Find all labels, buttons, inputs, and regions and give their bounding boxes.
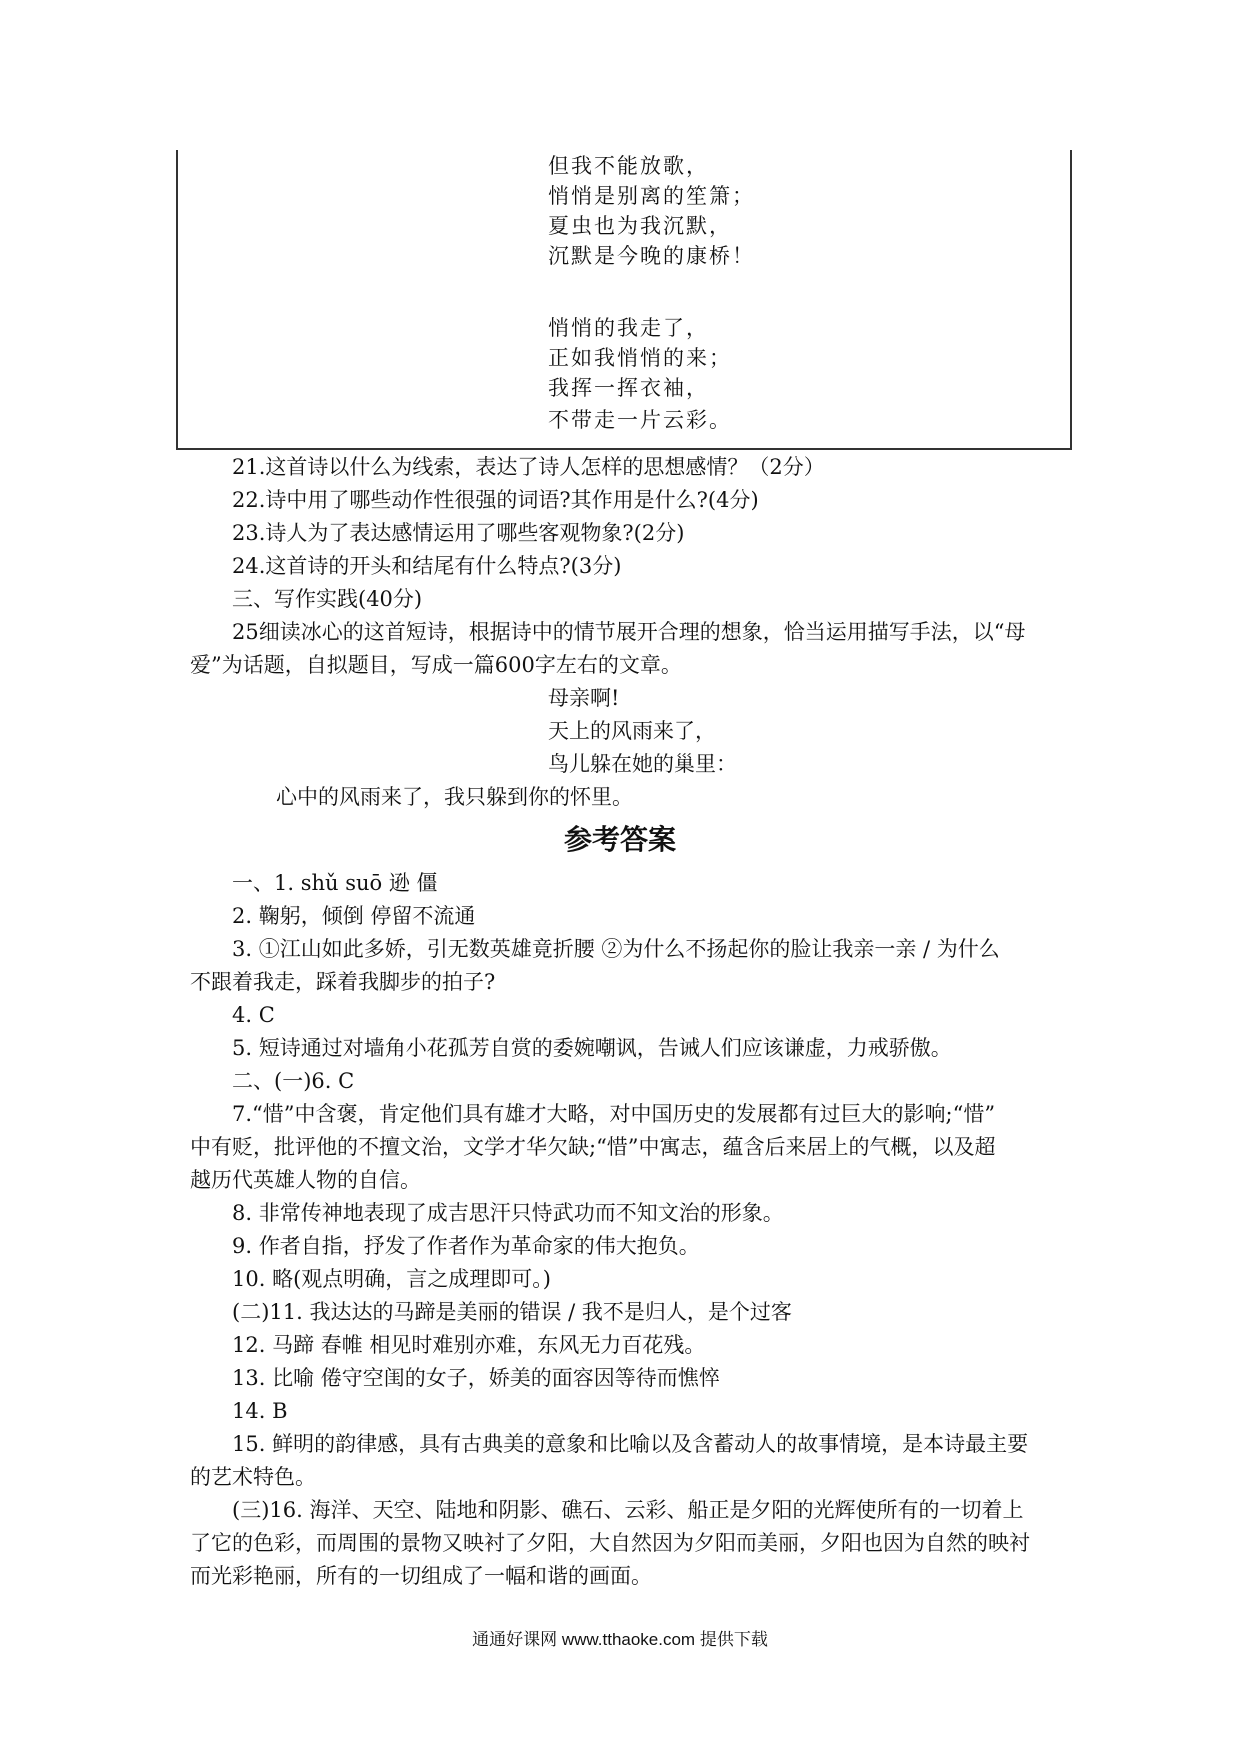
answer-13: 13. 比喻 倦守空闺的女子，娇美的面容因等待而憔悴 xyxy=(232,1366,720,1390)
answer-4: 4. C xyxy=(232,1003,275,1027)
short-poem-line: 心中的风雨来了，我只躲到你的怀里。 xyxy=(276,785,633,809)
short-poem-line: 天上的风雨来了， xyxy=(548,719,716,743)
answer-14: 14. B xyxy=(232,1399,288,1423)
answer-16-cont: 而光彩艳丽，所有的一切组成了一幅和谐的画面。 xyxy=(190,1564,652,1588)
question-23: 23.诗人为了表达感情运用了哪些客观物象?(2分) xyxy=(232,521,685,545)
question-22: 22.诗中用了哪些动作性很强的词语?其作用是什么?(4分) xyxy=(232,488,759,512)
poem-line: 悄悄的我走了， xyxy=(548,316,709,340)
answer-3: 3. ①江山如此多娇，引无数英雄竟折腰 ②为什么不扬起你的脸让我亲一亲 / 为什么 xyxy=(232,937,1000,961)
answer-5: 5. 短诗通过对墙角小花孤芳自赏的委婉嘲讽，告诫人们应该谦虚，力戒骄傲。 xyxy=(232,1036,952,1060)
poem-line: 我挥一挥衣袖， xyxy=(548,376,709,400)
poem-line: 正如我悄悄的来； xyxy=(548,346,732,370)
poem-line: 但我不能放歌， xyxy=(548,154,709,178)
answer-9: 9. 作者自指，抒发了作者作为革命家的伟大抱负。 xyxy=(232,1234,700,1258)
answer-16: (三)16. 海洋、天空、陆地和阴影、礁石、云彩、船正是夕阳的光辉使所有的一切着上 xyxy=(232,1498,1024,1522)
answer-7-cont: 越历代英雄人物的自信。 xyxy=(190,1168,421,1192)
answer-7: 7.“惜”中含褒，肯定他们具有雄才大略，对中国历史的发展都有过巨大的影响;“惜” xyxy=(232,1102,996,1126)
question-24: 24.这首诗的开头和结尾有什么特点?(3分) xyxy=(232,554,622,578)
answer-1: 一、1. shǔ suō 逊 僵 xyxy=(232,871,438,895)
answer-16-cont: 了它的色彩，而周围的景物又映衬了夕阳，大自然因为夕阳而美丽，夕阳也因为自然的映衬 xyxy=(190,1531,1030,1555)
writing-task: 25细读冰心的这首短诗，根据诗中的情节展开合理的想象，恰当运用描写手法，以“母 xyxy=(232,620,1026,644)
answer-6: 二、(一)6. C xyxy=(232,1069,355,1093)
answer-12: 12. 马蹄 春帷 相见时难别亦难，东风无力百花残。 xyxy=(232,1333,706,1357)
poem-line: 悄悄是别离的笙箫； xyxy=(548,184,755,208)
answer-10: 10. 略(观点明确，言之成理即可。) xyxy=(232,1267,551,1291)
poem-box xyxy=(176,150,1072,450)
question-21: 21.这首诗以什么为线索，表达了诗人怎样的思想感情？（2分） xyxy=(232,455,825,479)
poem-line: 沉默是今晚的康桥！ xyxy=(548,244,755,268)
answer-15-cont: 的艺术特色。 xyxy=(190,1465,316,1489)
answer-7-cont: 中有贬，批评他的不擅文治，文学才华欠缺;“惜”中寓志，蕴含后来居上的气概，以及超 xyxy=(190,1135,996,1159)
answer-15: 15. 鲜明的韵律感，具有古典美的意象和比喻以及含蓄动人的故事情境，是本诗最主要 xyxy=(232,1432,1029,1456)
writing-heading: 三、写作实践(40分) xyxy=(232,587,423,611)
writing-task: 爱”为话题，自拟题目，写成一篇600字左右的文章。 xyxy=(190,653,682,677)
short-poem-line: 鸟儿躲在她的巢里： xyxy=(548,752,737,776)
footer-credit: 通通好课网 www.tthaoke.com 提供下载 xyxy=(472,1630,768,1649)
answer-11: (二)11. 我达达的马蹄是美丽的错误 / 我不是归人，是个过客 xyxy=(232,1300,792,1324)
answer-2: 2. 鞠躬，倾倒 停留不流通 xyxy=(232,904,476,928)
poem-line: 夏虫也为我沉默， xyxy=(548,214,732,238)
answer-3-cont: 不跟着我走，踩着我脚步的拍子? xyxy=(190,970,496,994)
answer-8: 8. 非常传神地表现了成吉思汗只恃武功而不知文治的形象。 xyxy=(232,1201,784,1225)
short-poem-line: 母亲啊! xyxy=(548,686,620,710)
answers-title: 参考答案 xyxy=(563,823,676,856)
poem-line: 不带走一片云彩。 xyxy=(548,408,732,432)
